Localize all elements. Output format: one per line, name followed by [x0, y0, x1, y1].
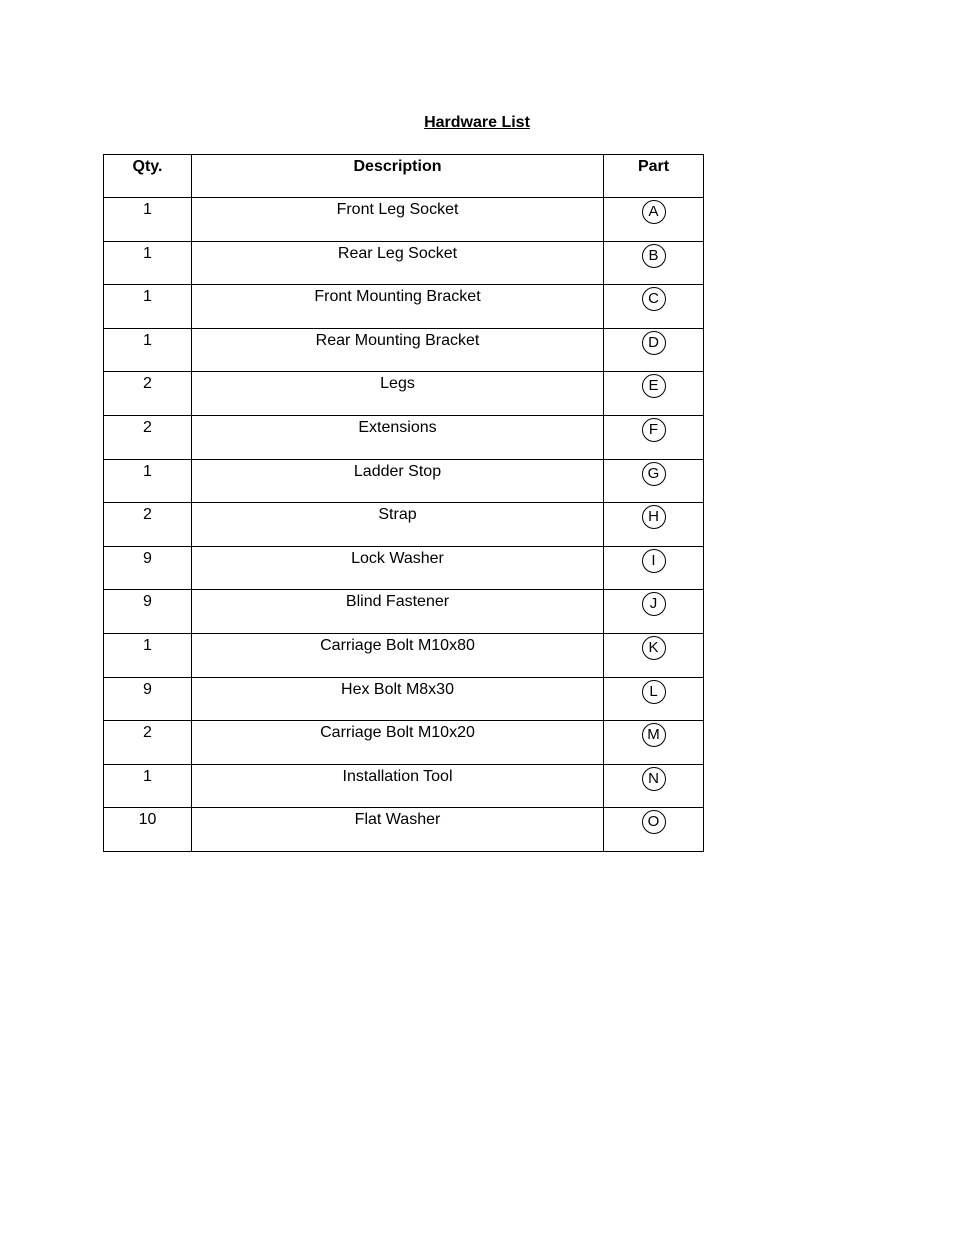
qty-cell: 10: [104, 808, 192, 852]
part-cell: [604, 764, 704, 808]
description-cell: Rear Leg Socket: [192, 241, 604, 285]
part-cell: [604, 808, 704, 852]
description-cell: Rear Mounting Bracket: [192, 328, 604, 372]
table-row: [104, 503, 704, 547]
part-cell: [604, 285, 704, 329]
part-cell: [604, 415, 704, 459]
description-cell: Front Mounting Bracket: [192, 285, 604, 329]
qty-cell: 1: [104, 764, 192, 808]
part-cell: [604, 633, 704, 677]
part-label-circle: D: [642, 331, 666, 355]
table-header-row: [104, 155, 704, 198]
header-qty: Qty.: [104, 155, 192, 198]
qty-cell: 2: [104, 503, 192, 547]
qty-cell: 9: [104, 677, 192, 721]
description-cell: Ladder Stop: [192, 459, 604, 503]
qty-cell: 1: [104, 328, 192, 372]
part-cell: [604, 590, 704, 634]
table-row: [104, 764, 704, 808]
part-label-circle: B: [642, 244, 666, 268]
table-body: [104, 198, 704, 852]
part-label-circle: A: [642, 200, 666, 224]
part-label-circle: J: [642, 592, 666, 616]
description-cell: Carriage Bolt M10x80: [192, 633, 604, 677]
table-row: [104, 633, 704, 677]
qty-cell: 2: [104, 721, 192, 765]
part-label-circle: E: [642, 374, 666, 398]
part-label-circle: K: [642, 636, 666, 660]
table-row: [104, 459, 704, 503]
part-cell: [604, 503, 704, 547]
qty-cell: 9: [104, 546, 192, 590]
table-row: [104, 285, 704, 329]
part-cell: [604, 241, 704, 285]
part-label-circle: O: [642, 810, 666, 834]
table-row: [104, 198, 704, 242]
page-title: Hardware List: [424, 114, 530, 131]
qty-cell: 2: [104, 372, 192, 416]
table-row: [104, 372, 704, 416]
description-cell: Legs: [192, 372, 604, 416]
qty-cell: 1: [104, 198, 192, 242]
part-label-circle: G: [642, 462, 666, 486]
part-label-circle: C: [642, 287, 666, 311]
header-description: Description: [192, 155, 604, 198]
table-row: [104, 808, 704, 852]
part-label-circle: M: [642, 723, 666, 747]
part-label-circle: L: [642, 680, 666, 704]
description-cell: Lock Washer: [192, 546, 604, 590]
table-row: [104, 241, 704, 285]
part-cell: [604, 328, 704, 372]
qty-cell: 1: [104, 241, 192, 285]
part-cell: [604, 372, 704, 416]
qty-cell: 1: [104, 459, 192, 503]
part-cell: [604, 721, 704, 765]
description-cell: Blind Fastener: [192, 590, 604, 634]
description-cell: Extensions: [192, 415, 604, 459]
part-label-circle: N: [642, 767, 666, 791]
header-part: Part: [604, 155, 704, 198]
part-label-circle: I: [642, 549, 666, 573]
part-cell: [604, 546, 704, 590]
table-row: [104, 546, 704, 590]
part-cell: [604, 677, 704, 721]
description-cell: Hex Bolt M8x30: [192, 677, 604, 721]
part-cell: [604, 459, 704, 503]
qty-cell: 1: [104, 633, 192, 677]
description-cell: Strap: [192, 503, 604, 547]
description-cell: Installation Tool: [192, 764, 604, 808]
table-row: [104, 328, 704, 372]
part-label-circle: F: [642, 418, 666, 442]
description-cell: Flat Washer: [192, 808, 604, 852]
part-cell: [604, 198, 704, 242]
table-row: [104, 590, 704, 634]
table-row: [104, 721, 704, 765]
qty-cell: 9: [104, 590, 192, 634]
qty-cell: 2: [104, 415, 192, 459]
part-label-circle: H: [642, 505, 666, 529]
description-cell: Front Leg Socket: [192, 198, 604, 242]
qty-cell: 1: [104, 285, 192, 329]
table-row: [104, 415, 704, 459]
hardware-table: [103, 154, 704, 852]
description-cell: Carriage Bolt M10x20: [192, 721, 604, 765]
table-row: [104, 677, 704, 721]
